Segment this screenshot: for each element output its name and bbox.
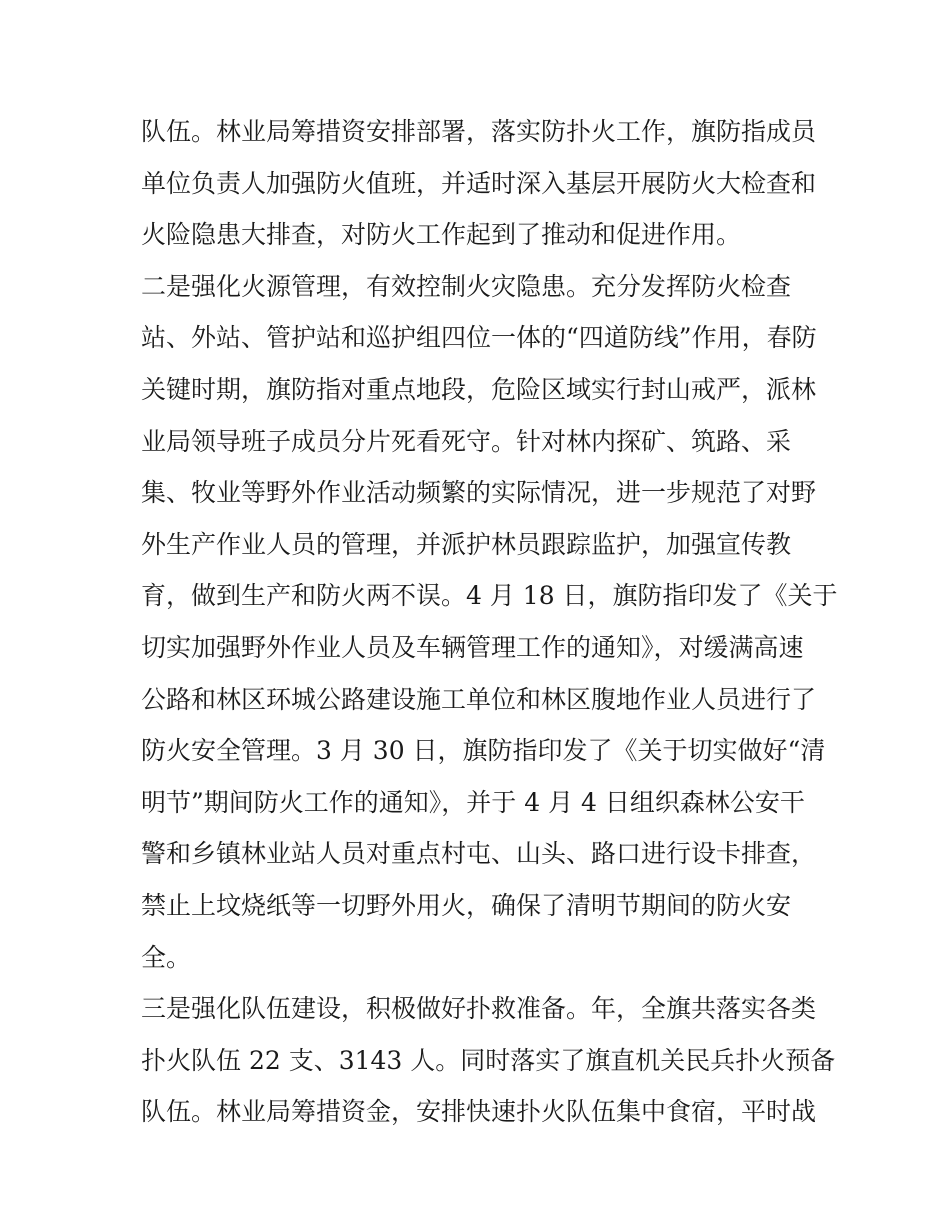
text-line: 全。 bbox=[141, 942, 192, 972]
text-line: 明节”期间防火工作的通知》，并于 4 月 4 日组织森林公安干 bbox=[141, 787, 805, 817]
text-line: 队伍。林业局筹措资金，安排快速扑火队伍集中食宿，平时战 bbox=[141, 1097, 817, 1127]
text-line: 扑火队伍 22 支、3143 人。同时落实了旗直机关民兵扑火预备 bbox=[141, 1045, 836, 1075]
text-line: 外生产作业人员的管理，并派护林员跟踪监护，加强宣传教 bbox=[141, 529, 792, 559]
text-line: 集、牧业等野外作业活动频繁的实际情况，进一步规范了对野 bbox=[141, 478, 817, 508]
text-line: 火险隐患大排查，对防火工作起到了推动和促进作用。 bbox=[141, 220, 742, 250]
document-body bbox=[141, 106, 838, 1138]
text-line: 公路和林区环城公路建设施工单位和林区腹地作业人员进行了 bbox=[141, 684, 817, 714]
text-line: 队伍。林业局筹措资安排部署，落实防扑火工作，旗防指成员 bbox=[141, 117, 817, 146]
text-line: 关键时期，旗防指对重点地段，危险区域实行封山戒严，派林 bbox=[141, 374, 817, 404]
text-line: 业局领导班子成员分片死看死守。针对林内探矿、筑路、采 bbox=[141, 426, 792, 456]
text-line: 育，做到生产和防火两不误。4 月 18 日，旗防指印发了《关于 bbox=[141, 581, 838, 611]
text-line: 禁止上坟烧纸等一切野外用火，确保了清明节期间的防火安 bbox=[141, 890, 792, 920]
text-line: 单位负责人加强防火值班，并适时深入基层开展防火大检查和 bbox=[141, 168, 817, 198]
text-line: 站、外站、管护站和巡护组四位一体的“四道防线”作用，春防 bbox=[141, 323, 817, 353]
text-line: 二是强化火源管理，有效控制火灾隐患。充分发挥防火检查 bbox=[141, 271, 792, 301]
text-line: 三是强化队伍建设，积极做好扑救准备。年，全旗共落实各类 bbox=[141, 994, 817, 1024]
text-line: 防火安全管理。3 月 30 日，旗防指印发了《关于切实做好“清 bbox=[141, 736, 826, 766]
text-line: 警和乡镇林业站人员对重点村屯、山头、路口进行设卡排查， bbox=[141, 839, 817, 869]
text-line: 切实加强野外作业人员及车辆管理工作的通知》，对缓满高速 bbox=[141, 632, 804, 662]
